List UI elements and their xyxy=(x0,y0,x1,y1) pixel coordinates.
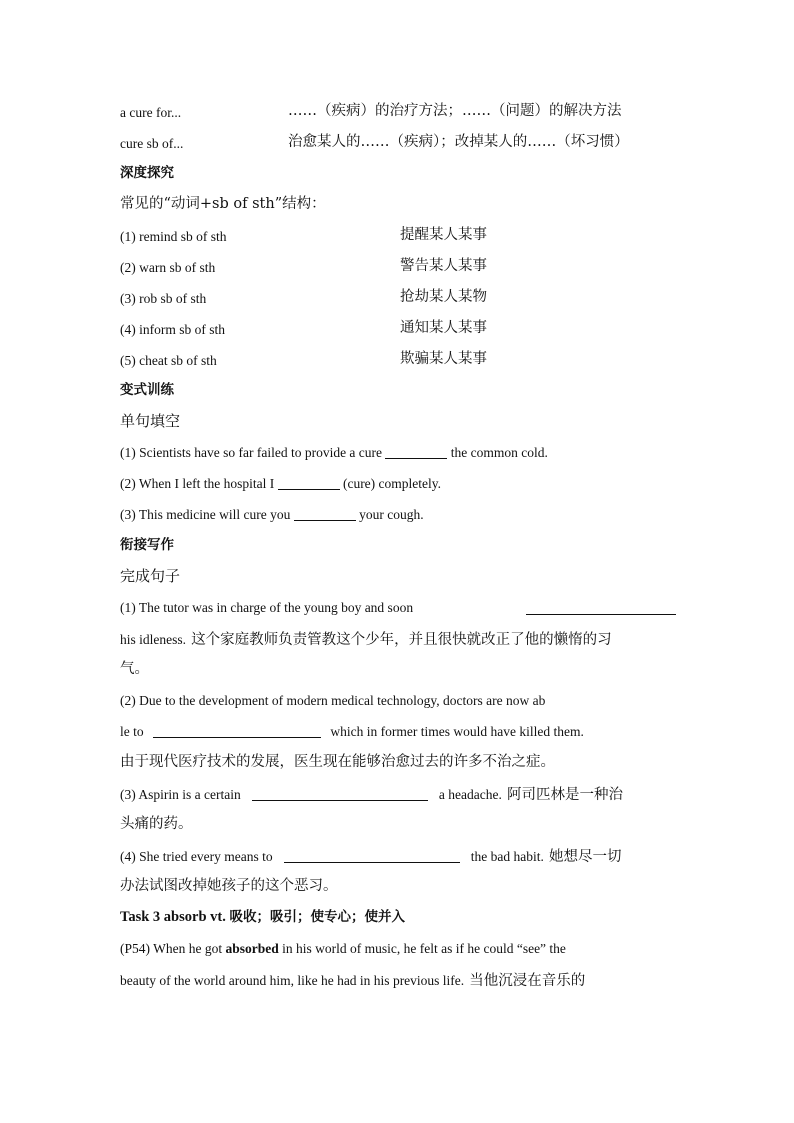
item-en: (1) remind sb of sth xyxy=(120,229,227,244)
exercise-text: le to xyxy=(120,724,144,739)
item-en: (3) rob sb of sth xyxy=(120,291,207,306)
exercise-text: which in former times would have killed them. xyxy=(330,724,584,739)
list-item xyxy=(120,282,676,313)
task-title xyxy=(120,902,676,933)
exercise-text: a headache. xyxy=(438,787,502,802)
exercise-text: (4) She tried every means to xyxy=(120,849,273,864)
exercise-translation: 由于现代医疗技术的发展，医生现在能够治愈过去的许多不治之症。 xyxy=(120,754,555,770)
exercise-line xyxy=(120,623,676,654)
exercise-translation: 她想尽一切 xyxy=(548,849,622,865)
exercise-item xyxy=(120,778,676,809)
exercise-text: the common cold. xyxy=(450,445,548,460)
exercise-text: (3) Aspirin is a certain xyxy=(120,787,241,802)
section-heading-writing: 衔接写作 xyxy=(120,537,174,553)
phrase-en: a cure for... xyxy=(120,105,182,120)
list-item xyxy=(120,344,676,375)
exercise-item xyxy=(120,592,676,623)
section-heading-practice: 变式训练 xyxy=(120,382,174,398)
phrase-zh: 治愈某人的……（疾病）；改掉某人的……（坏习惯） xyxy=(288,134,629,150)
item-zh: 警告某人某事 xyxy=(400,258,487,274)
answer-blank[interactable] xyxy=(153,723,321,738)
section-heading-deep: 深度探究 xyxy=(120,165,174,181)
exercise-item xyxy=(120,499,676,530)
exercise-text: your cough. xyxy=(359,507,424,522)
exercise-item xyxy=(120,685,676,716)
answer-blank[interactable] xyxy=(284,848,460,863)
item-zh: 提醒某人某事 xyxy=(400,227,487,243)
task-title-zh: 吸收；吸引；使专心；使并入 xyxy=(229,909,405,925)
exercise-line xyxy=(120,716,676,747)
item-en: (5) cheat sb of sth xyxy=(120,353,217,368)
example-text: in his world of music, he felt as if he could “see” the xyxy=(282,941,566,956)
document-page xyxy=(120,96,676,995)
phrase-row xyxy=(120,127,676,158)
example-sentence xyxy=(120,933,676,964)
item-en: (4) inform sb of sth xyxy=(120,322,225,337)
exercise-item xyxy=(120,437,676,468)
item-zh: 通知某人某事 xyxy=(400,320,487,336)
exercise-text: his idleness. xyxy=(120,632,186,647)
exercise-item xyxy=(120,840,676,871)
answer-blank[interactable] xyxy=(278,475,340,490)
list-item xyxy=(120,313,676,344)
answer-blank[interactable] xyxy=(294,506,356,521)
deep-intro: 常见的“动词+sb of sth”结构： xyxy=(120,196,326,212)
phrase-en: cure sb of... xyxy=(120,136,184,151)
exercise-translation: 办法试图改掉她孩子的这个恶习。 xyxy=(120,878,338,894)
example-text: beauty of the world around him, like he had in his previous life. xyxy=(120,973,465,988)
exercise-translation: 头痛的药。 xyxy=(120,816,193,832)
phrase-zh: ……（疾病）的治疗方法；……（问题）的解决方法 xyxy=(288,103,622,119)
phrase-row xyxy=(120,96,676,127)
exercise-text: (cure) completely. xyxy=(342,476,442,491)
example-translation: 当他沉浸在音乐的 xyxy=(469,973,586,989)
item-zh: 抢劫某人某物 xyxy=(400,289,487,305)
task-title-en: Task 3 absorb vt. xyxy=(120,909,226,925)
item-en: (2) warn sb of sth xyxy=(120,260,216,275)
exercise-text: the bad habit. xyxy=(470,849,544,864)
example-sentence xyxy=(120,964,676,995)
exercise-text: (1) The tutor was in charge of the young boy and soon xyxy=(120,600,414,615)
exercise-translation: 阿司匹林是一种治 xyxy=(506,787,623,803)
exercise-item xyxy=(120,468,676,499)
answer-blank[interactable] xyxy=(252,786,428,801)
exercise-text: (2) Due to the development of modern medical technology, doctors are now ab xyxy=(120,693,546,708)
list-item xyxy=(120,220,676,251)
list-item xyxy=(120,251,676,282)
practice-subheading: 单句填空 xyxy=(120,412,181,430)
writing-subheading: 完成句子 xyxy=(120,567,181,585)
example-text: (P54) When he got xyxy=(120,941,223,956)
keyword: absorbed xyxy=(225,941,279,956)
answer-blank[interactable] xyxy=(526,600,676,615)
exercise-translation: 这个家庭教师负责管教这个少年，并且很快就改正了他的懒惰的习 xyxy=(191,632,612,648)
answer-blank[interactable] xyxy=(385,444,447,459)
exercise-text: (2) When I left the hospital I xyxy=(120,476,275,491)
item-zh: 欺骗某人某事 xyxy=(400,351,487,367)
exercise-translation: 气。 xyxy=(120,661,149,677)
exercise-text: (3) This medicine will cure you xyxy=(120,507,291,522)
exercise-text: (1) Scientists have so far failed to provide a cure xyxy=(120,445,383,460)
